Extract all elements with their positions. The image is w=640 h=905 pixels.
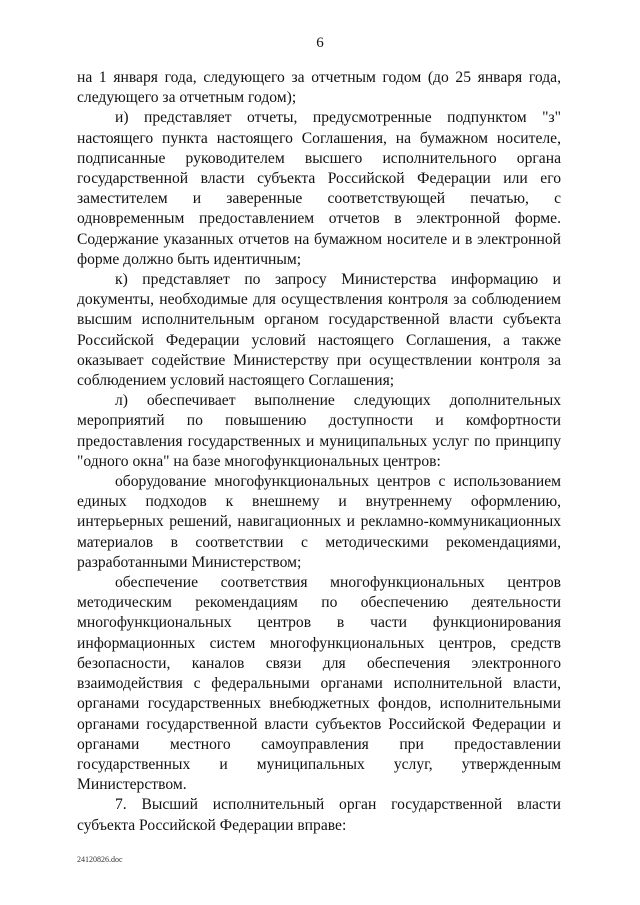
file-name-footer: 24120826.doc	[77, 855, 123, 864]
paragraph-item-i: и) представляет отчеты, предусмотренные подпунктом "з" настоящего пункта настоящего Соглашения, на бумажном носителе, подписанные руководителем высшего исполнительного органа государственной власти субъекта Российской Федерации или его заместителем и заверенные соответствующей печатью, с одновременным предоставлением отчетов в электронной форме. Содержание указанных отчетов на бумажном носителе и в электронной форме должно быть идентичным;	[77, 109, 561, 268]
paragraph-item-k: к) представляет по запросу Министерства информацию и документы, необходимые для осуществления контроля за соблюдением высшим исполнительным органом государственной власти субъекта Российской Федерации условий настоящего Соглашения, а также оказывает содействие Министерству при осуществлении контроля за соблюдением условий настоящего Соглашения;	[77, 271, 561, 390]
paragraph-compliance: обеспечение соответствия многофункциональных центров методическим рекомендациям по обеспечению деятельности многофункциональных центров в части функционирования информационных систем многофункциональных центров, средств безопасности, каналов связи для обеспечения электронного взаимодействия с федеральными органами исполнительной власти, органами государственных внебюджетных фондов, исполнительными органами государственной власти субъектов Российской Федерации и органами местного самоуправления при предоставлении государственных и муниципальных услуг, утвержденным Министерством.	[77, 574, 561, 794]
paragraph-equipment: оборудование многофункциональных центров с использованием единых подходов к внешнему и внутреннему оформлению, интерьерных решений, навигационных и рекламно-коммуникационных материалов в соответствии с методическими рекомендациями, разработанными Министерством;	[77, 473, 561, 571]
paragraph-continuation: на 1 января года, следующего за отчетным годом (до 25 января года, следующего за отчетным годом);	[77, 69, 561, 107]
paragraph-section-7: 7. Высший исполнительный орган государственной власти субъекта Российской Федерации вправе:	[77, 796, 561, 834]
document-body	[77, 68, 561, 836]
page-number: 6	[316, 35, 324, 51]
paragraph-item-l: л) обеспечивает выполнение следующих дополнительных мероприятий по повышению доступности и комфортности предоставления государственных и муниципальных услуг по принципу "одного окна" на базе многофункциональных центров:	[77, 392, 561, 470]
